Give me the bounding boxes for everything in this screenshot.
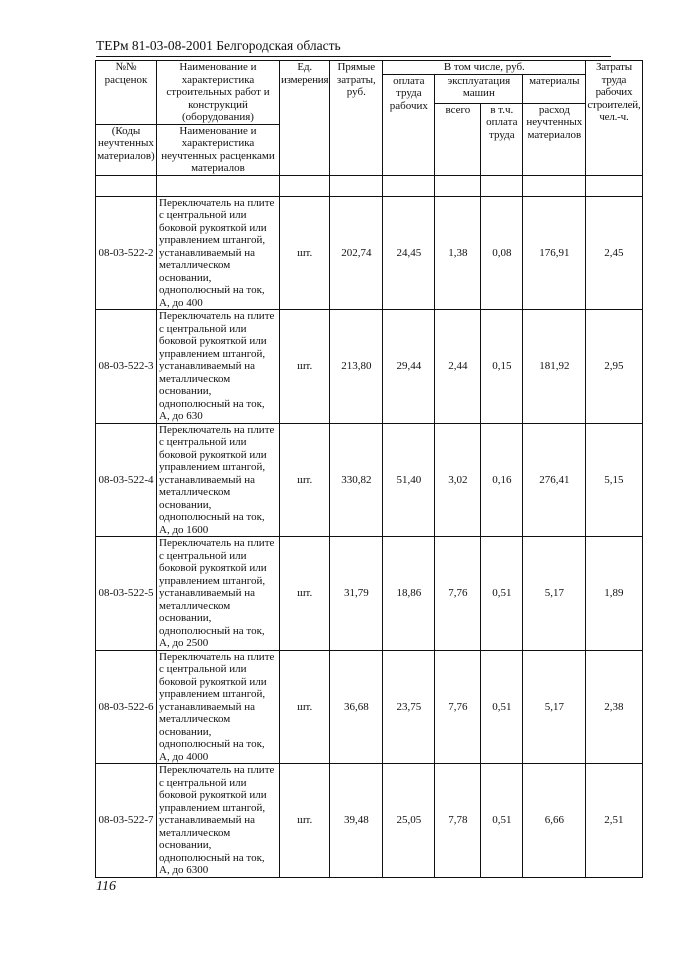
labor-cost-cell: 2,51 <box>586 764 642 878</box>
header-code: №№ расценок <box>96 61 157 125</box>
labor-pay-cell: 23,75 <box>383 650 435 764</box>
unit-cell: шт. <box>280 764 330 878</box>
name-cell: Переключатель на плите с центральной или боковой рукояткой или управлением штангой, устанавливаемый на металлическом основании, однополюсный на ток, А, до 1600 <box>157 423 280 537</box>
unit-cell: шт. <box>280 310 330 424</box>
machines-labor-cell: 0,51 <box>481 764 523 878</box>
labor-cost-cell: 2,38 <box>586 650 642 764</box>
machines-labor-cell: 0,08 <box>481 196 523 310</box>
header-unaccounted-names: Наименование и характеристика неучтенных расценками материалов <box>157 124 280 175</box>
unit-cell: шт. <box>280 650 330 764</box>
header-direct-costs: Прямые затраты, руб. <box>330 61 383 176</box>
code-cell: 08-03-522-7 <box>96 764 157 878</box>
name-cell: Переключатель на плите с центральной или боковой рукояткой или управлением штангой, устанавливаемый на металлическом основании, однополюсный на ток, А, до 2500 <box>157 537 280 651</box>
machines-total-cell: 1,38 <box>435 196 481 310</box>
materials-cell: 276,41 <box>523 423 586 537</box>
code-cell: 08-03-522-3 <box>96 310 157 424</box>
table-row <box>96 537 643 651</box>
table-body <box>96 196 643 877</box>
table-row <box>96 423 643 537</box>
header-labor-cost: Затраты труда рабочих строителей, чел.-ч. <box>586 61 642 176</box>
unit-cell: шт. <box>280 423 330 537</box>
code-cell: 08-03-522-5 <box>96 537 157 651</box>
rates-table <box>95 60 643 878</box>
header-including: В том числе, руб. <box>383 61 586 75</box>
direct-costs-cell: 330,82 <box>330 423 383 537</box>
machines-total-cell: 3,02 <box>435 423 481 537</box>
unit-cell: шт. <box>280 537 330 651</box>
header-machines-total: всего <box>435 103 481 175</box>
code-cell: 08-03-522-6 <box>96 650 157 764</box>
machines-labor-cell: 0,51 <box>481 650 523 764</box>
unit-cell: шт. <box>280 196 330 310</box>
materials-cell: 6,66 <box>523 764 586 878</box>
direct-costs-cell: 213,80 <box>330 310 383 424</box>
table-row <box>96 196 643 310</box>
labor-pay-cell: 29,44 <box>383 310 435 424</box>
materials-cell: 176,91 <box>523 196 586 310</box>
page-number: 116 <box>96 879 116 894</box>
code-cell: 08-03-522-4 <box>96 423 157 537</box>
machines-total-cell: 7,76 <box>435 650 481 764</box>
name-cell: Переключатель на плите с центральной или боковой рукояткой или управлением штангой, устанавливаемый на металлическом основании, однополюсный на ток, А, до 400 <box>157 196 280 310</box>
table-row <box>96 310 643 424</box>
header-unit: Ед. измерения <box>280 61 330 176</box>
labor-pay-cell: 51,40 <box>383 423 435 537</box>
name-cell: Переключатель на плите с центральной или боковой рукояткой или управлением штангой, устанавливаемый на металлическом основании, однополюсный на ток, А, до 630 <box>157 310 280 424</box>
labor-pay-cell: 25,05 <box>383 764 435 878</box>
header-machines-labor: в т.ч. оплата труда <box>481 103 523 175</box>
machines-labor-cell: 0,16 <box>481 423 523 537</box>
materials-cell: 181,92 <box>523 310 586 424</box>
machines-total-cell: 2,44 <box>435 310 481 424</box>
name-cell: Переключатель на плите с центральной или боковой рукояткой или управлением штангой, устанавливаемый на металлическом основании, однополюсный на ток, А, до 4000 <box>157 650 280 764</box>
labor-pay-cell: 24,45 <box>383 196 435 310</box>
labor-cost-cell: 1,89 <box>586 537 642 651</box>
labor-pay-cell: 18,86 <box>383 537 435 651</box>
header-machines: эксплуатация машин <box>435 74 523 103</box>
machines-total-cell: 7,76 <box>435 537 481 651</box>
direct-costs-cell: 36,68 <box>330 650 383 764</box>
code-cell: 08-03-522-2 <box>96 196 157 310</box>
labor-cost-cell: 5,15 <box>586 423 642 537</box>
machines-labor-cell: 0,15 <box>481 310 523 424</box>
direct-costs-cell: 202,74 <box>330 196 383 310</box>
header-unaccounted-materials-use: расход неучтенных материалов <box>523 103 586 175</box>
machines-labor-cell: 0,51 <box>481 537 523 651</box>
direct-costs-cell: 31,79 <box>330 537 383 651</box>
direct-costs-cell: 39,48 <box>330 764 383 878</box>
name-cell: Переключатель на плите с центральной или боковой рукояткой или управлением штангой, устанавливаемый на металлическом основании, однополюсный на ток, А, до 6300 <box>157 764 280 878</box>
header-materials: материалы <box>523 74 586 103</box>
document-header: ТЕРм 81-03-08-2001 Белгородская область <box>96 38 341 53</box>
materials-cell: 5,17 <box>523 650 586 764</box>
header-unaccounted-codes: (Коды неучтенных материалов) <box>96 124 157 175</box>
header-labor-pay: оплата труда рабочих <box>383 74 435 175</box>
materials-cell: 5,17 <box>523 537 586 651</box>
spacer-row <box>96 175 643 196</box>
labor-cost-cell: 2,95 <box>586 310 642 424</box>
table-header <box>96 61 643 197</box>
header-name: Наименование и характеристика строительных работ и конструкций (оборудования) <box>157 61 280 125</box>
machines-total-cell: 7,78 <box>435 764 481 878</box>
table-row <box>96 650 643 764</box>
header-rule <box>96 56 611 57</box>
labor-cost-cell: 2,45 <box>586 196 642 310</box>
table-row <box>96 764 643 878</box>
